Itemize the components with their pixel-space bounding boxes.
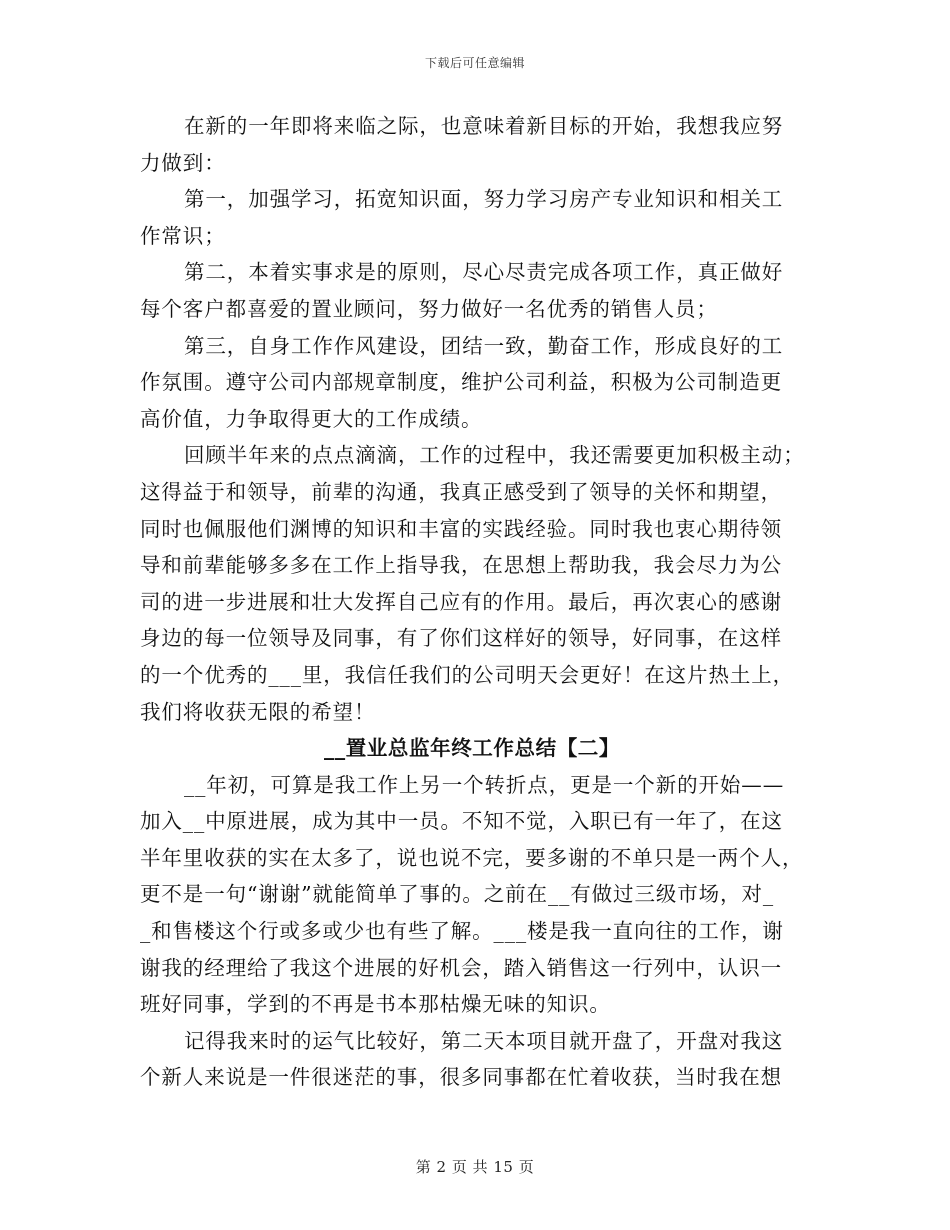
text-line: 更不是一句“谢谢”就能简单了事的。之前在__有做过三级市场，对_ xyxy=(140,882,775,907)
document-body xyxy=(140,108,804,1096)
section-heading: __置业总监年终工作总结【二】 xyxy=(324,736,620,761)
text-line: 同时也佩服他们渊博的知识和丰富的实践经验。同时我也衷心期待领 xyxy=(140,516,782,541)
header-note: 下载后可任意编辑 xyxy=(424,56,525,70)
text-line: 身边的每一位领导及同事，有了你们这样好的领导，好同事，在这样 xyxy=(140,626,782,651)
text-line: 我们将收获无限的希望！ xyxy=(140,699,376,724)
text-line: 个新人来说是一件很迷茫的事，很多同事都在忙着收获，当时我在想 xyxy=(140,1065,782,1090)
text-line: 的一个优秀的___里，我信任我们的公司明天会更好！在这片热土上， xyxy=(140,662,795,687)
text-line: 作常识； xyxy=(140,223,226,248)
text-line: 第三，自身工作作风建设，团结一致，勤奋工作，形成良好的工 xyxy=(184,333,784,358)
text-line: 力做到： xyxy=(140,150,226,175)
text-line: 在新的一年即将来临之际，也意味着新目标的开始，我想我应努 xyxy=(184,114,784,138)
text-line: 半年里收获的实在太多了，说也说不完，要多谢的不单只是一两个人， xyxy=(140,845,804,870)
page-number-footer: 第 2 页 共 15 页 xyxy=(415,1158,535,1176)
text-line: 加入__中原进展，成为其中一员。不知不觉，入职已有一年了，在这 xyxy=(140,809,783,834)
text-line: 回顾半年来的点点滴滴，工作的过程中，我还需要更加积极主动； xyxy=(184,443,805,468)
text-line: 记得我来时的运气比较好，第二天本项目就开盘了，开盘对我这 xyxy=(184,1028,784,1053)
text-line: _和售楼这个行或多或少也有些了解。___楼是我一直向往的工作，谢 xyxy=(140,919,784,944)
text-line: 导和前辈能够多多在工作上指导我，在思想上帮助我，我会尽力为公 xyxy=(140,553,782,578)
text-line: 司的进一步进展和壮大发挥自己应有的作用。最后，再次衷心的感谢 xyxy=(140,589,782,614)
text-line: 第一，加强学习，拓宽知识面，努力学习房产专业知识和相关工 xyxy=(184,187,784,212)
text-line: 每个客户都喜爱的置业顾问，努力做好一名优秀的销售人员； xyxy=(140,296,718,321)
text-line: 高价值，力争取得更大的工作成绩。 xyxy=(140,406,483,431)
text-line: __年初，可算是我工作上另一个转折点，更是一个新的开始—— xyxy=(184,772,785,797)
text-line: 第二，本着实事求是的原则，尽心尽责完成各项工作，真正做好 xyxy=(184,260,784,285)
text-line: 谢我的经理给了我这个进展的好机会，踏入销售这一行列中，认识一 xyxy=(140,955,782,980)
text-line: 班好同事，学到的不再是书本那枯燥无味的知识。 xyxy=(140,992,611,1017)
text-line: 这得益于和领导，前辈的沟通，我真正感受到了领导的关怀和期望， xyxy=(140,479,782,504)
text-line: 作氛围。遵守公司内部规章制度，维护公司利益，积极为公司制造更 xyxy=(140,370,782,395)
